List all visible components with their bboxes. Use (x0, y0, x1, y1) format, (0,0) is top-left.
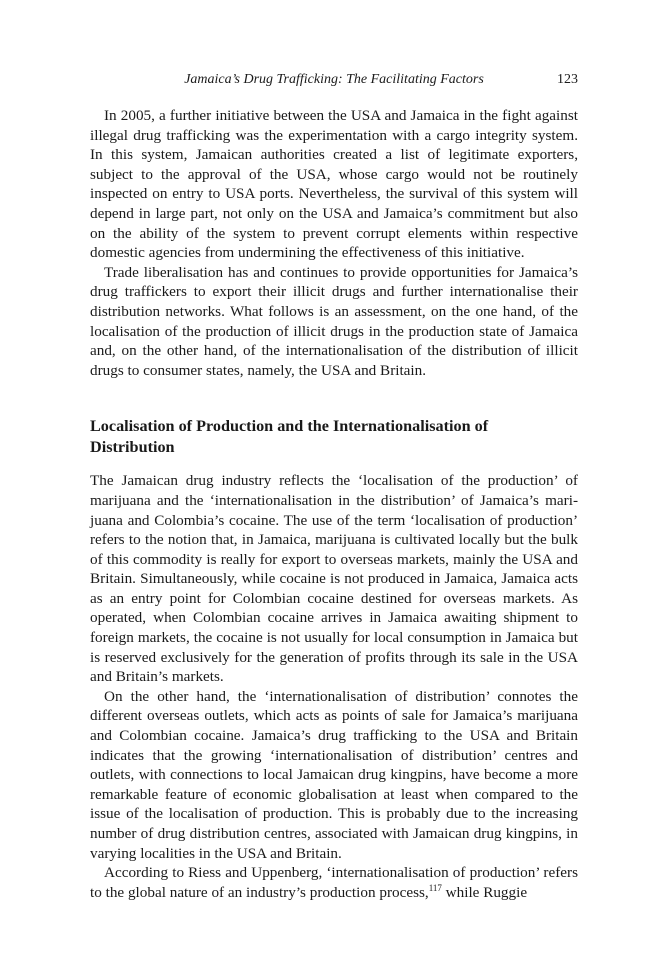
paragraph-text-before-note: According to Riess and Uppenberg, ‘internationalisation of production’ refers to the global nature of an industry’s production process, (90, 864, 578, 901)
section-heading: Localisation of Production and the Internationalisation of Distribution (90, 417, 489, 456)
paragraph-cargo-integrity: In 2005, a further initiative between the USA and Jamaica in the fight against illegal drug trafficking was the experimentation with a cargo integrity system. In this system, Jamaican authorities created a list of legitimate exporters, subject to the approval of the USA, whose cargo would not be routinely inspected on entry to USA ports. Nevertheless, the survival of this system will depend in large part, not only on the USA and Jamaica’s commitment but also on the ability of the system to prevent corrupt elements within respective domestic agencies from undermining the effectiveness of this initiative. (90, 107, 578, 262)
paragraph-internationalisation: On the other hand, the ‘internationalisation of distribution’ connotes the different overseas outlets, which acts as points of sale for Jamaica’s marijuana and Colombian cocaine. Jamaica’s drug trafficking to the USA and Britain indicates that the growing ‘internationalisation of distribution’ centres and outlets, with connections to local Jamaican drug kingpins, have become a more remarkable feature of economic globalisation at least when compared to the issue of the localisation of production. This is probably due to the increasing number of drug distribution centres, associated with Jamaican drug kingpins, in varying localities in the USA and Britain. (90, 687, 578, 862)
body-text (90, 106, 578, 902)
book-page (90, 70, 578, 902)
paragraph-trade-liberalisation: Trade liberalisation has and continues to provide opportunities for Jamaica’s drug traffickers to export their illicit drugs and further internationalise their distribution networks. What follows is an assessment, on the one hand, of the localisation of the production of illicit drugs in the production state of Jamaica and, on the other hand, of the internationalisation of the distribution of illicit drugs to consumer states, namely, the USA and Britain. (90, 263, 578, 379)
running-head (90, 70, 578, 90)
page-number: 123 (557, 72, 578, 87)
paragraph-text-after-note: while Ruggie (441, 883, 528, 901)
running-title: Jamaica’s Drug Trafficking: The Facilitating Factors (184, 72, 484, 87)
paragraph-localisation: The Jamaican drug industry reflects the ‘localisation of the production’ of marijuana and the ‘internationalisation in the distribution’ of Jamaica’s marijuana and Colombia’s cocaine. The use of the term ‘localisation of production’ refers to the notion that, in Jamaica, marijuana is cultivated locally but the bulk of this commodity is really for export to overseas markets, mainly the USA and Britain. Simultaneously, while cocaine is not produced in Jamaica, Jamaica acts as an entry point for Colombian cocaine destined for overseas markets. As operated, when Colombian cocaine arrives in Jamaica awaiting shipment to foreign markets, the cocaine is not usually for local consumption in Jamaica but is reserved exclusively for the generation of profits through its sale in the USA and Britain’s markets. (90, 472, 578, 686)
paragraph-riess-uppenberg (90, 863, 578, 902)
footnote-ref[interactable]: 117 (428, 882, 442, 893)
